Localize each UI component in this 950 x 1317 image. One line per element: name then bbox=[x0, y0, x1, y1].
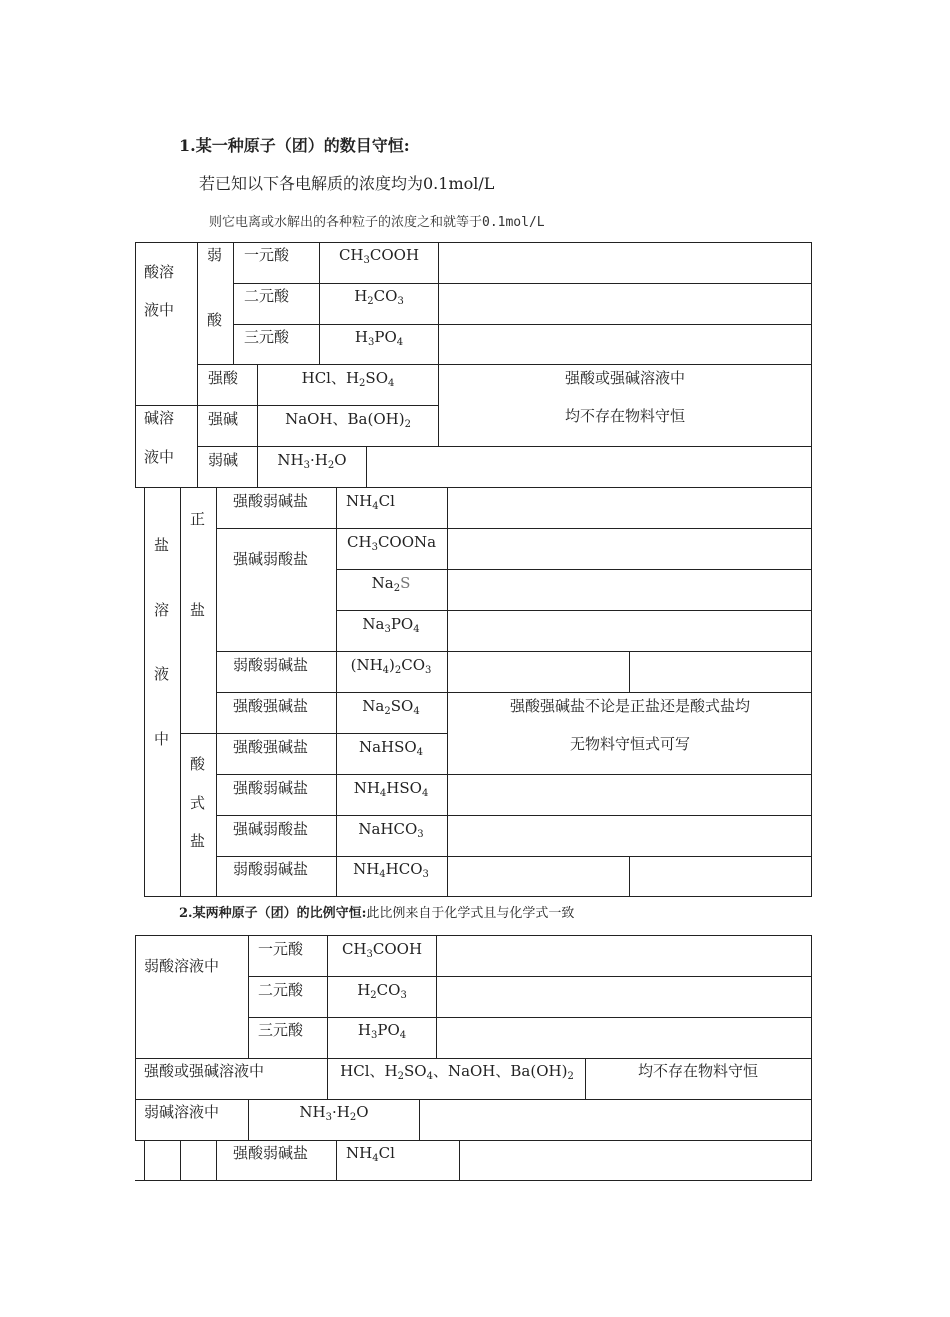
empty-cell bbox=[447, 528, 812, 570]
sasb-label: 强酸强碱盐 bbox=[233, 697, 309, 715]
sasb-note-line2: 无物料守恒式可写 bbox=[569, 735, 691, 753]
empty-cell bbox=[366, 446, 812, 488]
empty-cell bbox=[180, 1140, 217, 1181]
section1-intro: 若已知以下各电解质的浓度均为0.1mol/L bbox=[199, 174, 495, 193]
empty-cell bbox=[629, 856, 812, 897]
strong-formulas: HCl、$H_2SO_4$、NaOH、$Ba(OH)_2$ bbox=[340, 1062, 574, 1082]
ch3cooh-formula: $CH_3COOH$ bbox=[341, 940, 423, 960]
strong-acid-formula: HCl、$H_2SO_4$ bbox=[301, 369, 395, 389]
sawb-label: 强酸弱碱盐 bbox=[233, 779, 309, 797]
nahso4-formula: NaHSO$_4$ bbox=[358, 738, 424, 758]
empty-cell bbox=[447, 815, 812, 857]
weak-acid-solution-cell bbox=[135, 935, 249, 1059]
h3po4-formula: $H_3PO_4$ bbox=[357, 1021, 407, 1041]
sasb-note-line1: 强酸强碱盐不论是正盐还是酸式盐均 bbox=[509, 697, 751, 715]
h3po4-formula: $H_3PO_4$ bbox=[354, 328, 404, 348]
base-group-label-2: 液中 bbox=[144, 448, 175, 466]
weak-base-label: 弱碱 bbox=[208, 451, 239, 469]
nh4hco3-formula: $NH_4HCO_3$ bbox=[353, 860, 429, 880]
acid-char: 酸 bbox=[207, 311, 223, 329]
h2co3-formula: $H_2CO_3$ bbox=[354, 287, 404, 307]
acid-salt-char-3: 盐 bbox=[190, 832, 206, 850]
acid-salt-char-1: 酸 bbox=[190, 755, 206, 773]
section2-heading-bold: 2.某两种原子（团）的比例守恒: bbox=[179, 906, 367, 921]
weak-acid-solution-label: 弱酸溶液中 bbox=[144, 957, 220, 975]
acid-salt-char-2: 式 bbox=[190, 794, 206, 812]
empty-cell bbox=[419, 1099, 812, 1141]
empty-cell bbox=[438, 324, 812, 365]
empty-cell bbox=[447, 774, 812, 816]
mono-acid-label: 一元酸 bbox=[258, 940, 304, 958]
acid-group-label-1: 酸溶 bbox=[144, 263, 175, 281]
weak-base-solution-label: 弱碱溶液中 bbox=[144, 1103, 220, 1121]
section2-heading-rest: 此比例来自于化学式且与化学式一致 bbox=[366, 906, 575, 921]
mono-acid-label: 一元酸 bbox=[244, 246, 290, 264]
tri-acid-label: 三元酸 bbox=[258, 1021, 304, 1039]
weak-base-formula: $NH_3\cdot H_2O$ bbox=[299, 1103, 369, 1123]
empty-cell bbox=[438, 283, 812, 325]
strong-base-label: 强碱 bbox=[208, 410, 239, 428]
nh4cl-formula: $NH_4Cl$ bbox=[346, 1144, 395, 1164]
acid-group-label-2: 液中 bbox=[144, 301, 175, 319]
wawb-label: 弱酸弱碱盐 bbox=[233, 860, 309, 878]
empty-cell bbox=[447, 651, 630, 693]
salt-char-3: 液 bbox=[154, 665, 170, 683]
nh42co3-formula: $(NH_4)_2CO_3$ bbox=[350, 656, 432, 676]
strong-acid-label: 强酸 bbox=[208, 369, 239, 387]
strong-note-line2: 均不存在物料守恒 bbox=[564, 407, 686, 425]
no-conservation-label: 均不存在物料守恒 bbox=[637, 1062, 759, 1080]
sbwa-cell bbox=[216, 528, 337, 652]
weak-char: 弱 bbox=[207, 246, 223, 264]
section1-heading: 1.某一种原子（团）的数目守恒: bbox=[179, 136, 410, 155]
empty-cell bbox=[459, 1140, 812, 1181]
sbwa-label: 强碱弱酸盐 bbox=[233, 820, 309, 838]
base-group-label-1: 碱溶 bbox=[144, 409, 175, 427]
sawb-label: 强酸弱碱盐 bbox=[233, 492, 309, 510]
empty-cell bbox=[438, 242, 812, 284]
na2so4-formula: $Na_2SO_4$ bbox=[362, 697, 420, 717]
na3po4-formula: $Na_3PO_4$ bbox=[362, 615, 420, 635]
salt-char-4: 中 bbox=[154, 730, 170, 748]
nahco3-formula: NaHCO$_3$ bbox=[358, 820, 424, 840]
empty-cell bbox=[436, 935, 812, 977]
strong-note-line1: 强酸或强碱溶液中 bbox=[564, 369, 686, 387]
empty-cell bbox=[144, 1140, 181, 1181]
section2-heading bbox=[179, 902, 574, 921]
wawb-label: 弱酸弱碱盐 bbox=[233, 656, 309, 674]
table-edge-line bbox=[135, 1180, 145, 1181]
empty-cell bbox=[436, 976, 812, 1018]
ch3coona-formula: $CH_3COONa$ bbox=[347, 533, 437, 553]
nh4hso4-formula: $NH_4HSO_4$ bbox=[353, 779, 429, 799]
section1-note: 则它电离或水解出的各种粒子的浓度之和就等于0.1mol/L bbox=[209, 215, 545, 230]
nh4cl-formula: $NH_4Cl$ bbox=[346, 492, 395, 512]
strong-solution-label: 强酸或强碱溶液中 bbox=[144, 1062, 265, 1080]
empty-cell bbox=[447, 610, 812, 652]
sawb-label: 强酸弱碱盐 bbox=[233, 1144, 309, 1162]
empty-cell bbox=[436, 1017, 812, 1059]
empty-cell bbox=[447, 856, 630, 897]
salt-char-2: 溶 bbox=[154, 601, 170, 619]
weak-base-formula: $NH_3\cdot H_2O$ bbox=[277, 451, 347, 471]
na2s-formula: $Na_2S$ bbox=[371, 574, 411, 594]
tri-acid-label: 三元酸 bbox=[244, 328, 290, 346]
empty-cell bbox=[629, 651, 812, 693]
salt-char-1: 盐 bbox=[154, 536, 170, 554]
empty-cell bbox=[447, 569, 812, 611]
normal-salt-char-1: 正 bbox=[190, 510, 206, 528]
strong-base-formula: NaOH、$Ba(OH)_2$ bbox=[285, 410, 411, 430]
h2co3-formula: $H_2CO_3$ bbox=[357, 981, 407, 1001]
sasb-label: 强酸强碱盐 bbox=[233, 738, 309, 756]
di-acid-label: 二元酸 bbox=[258, 981, 304, 999]
normal-salt-char-2: 盐 bbox=[190, 601, 206, 619]
sbwa-label: 强碱弱酸盐 bbox=[233, 550, 309, 568]
di-acid-label: 二元酸 bbox=[244, 287, 290, 305]
empty-cell bbox=[447, 487, 812, 529]
ch3cooh-formula: $CH_3COOH$ bbox=[338, 246, 420, 266]
